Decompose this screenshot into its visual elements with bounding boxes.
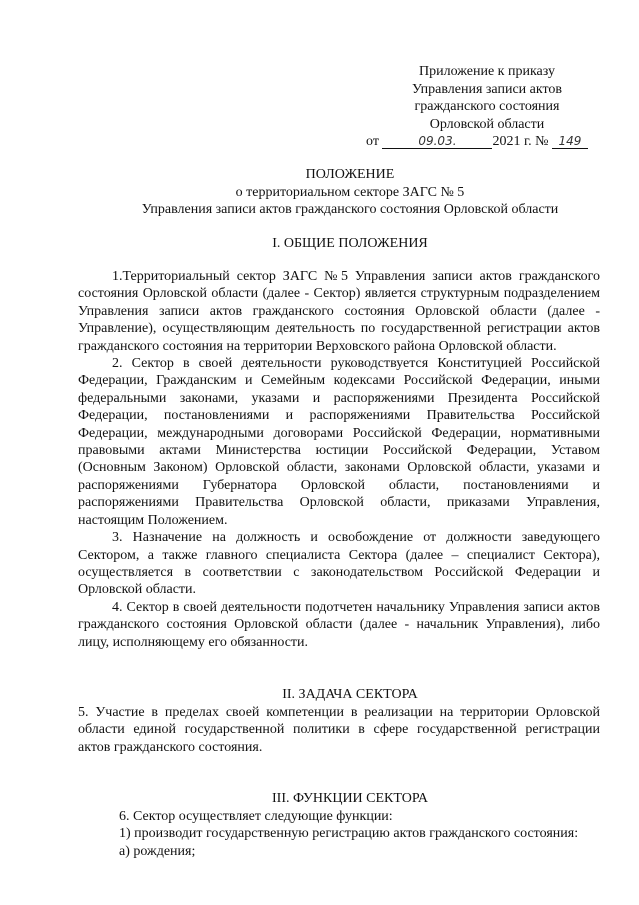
paragraph: 3. Назначение на должность и освобождение от должности заведующего Сектором, а также главного специалиста Сектора (далее – специалист Сектора), осуществляется в соответствии с законодательством Российской Федерации и Орловской области. xyxy=(78,530,600,598)
appendix-line: Орловской области xyxy=(429,116,545,132)
section-heading-general: I. ОБЩИЕ ПОЛОЖЕНИЯ xyxy=(272,236,428,251)
section-heading-task: II. ЗАДАЧА СЕКТОРА xyxy=(282,687,418,702)
handwritten-date: 09.03. xyxy=(382,134,492,149)
paragraph: а) рождения; xyxy=(119,843,196,859)
date-prefix: от xyxy=(366,134,379,149)
section-heading-functions: III. ФУНКЦИИ СЕКТОРА xyxy=(272,791,428,806)
title-line: о территориальном секторе ЗАГС № 5 xyxy=(235,184,465,200)
paragraph: 5. Участие в пределах своей компетенции в реализации на территории Орловской области единой государственной политики в сфере государственной регистрации актов гражданского состояния. xyxy=(78,705,600,755)
appendix-block xyxy=(366,63,602,151)
date-suffix: 2021 г. № xyxy=(492,134,549,149)
title-line: Управления записи актов гражданского состояния Орловской области xyxy=(141,202,559,217)
appendix-line: Управления записи актов xyxy=(411,81,563,97)
paragraph: 2. Сектор в своей деятельности руководствуется Конституцией Российской Федерации, Гражданским и Семейным кодексами Российской Федерации, иными федеральными законами, указами и распоряжениями Президента Российской Федерации, постановлениями и распоряжениями Правительства Российской Федерации, международными договорами Российской Федерации, нормативными правовыми актами Министерства юстиции Российской Федерации, Уставом (Основным Законом) Орловской области, законами Орловской области, указами и распоряжениями Губернатора Орловской области, постановлениями и распоряжениями Правительства Орловской области, приказами Управления, настоящим Положением. xyxy=(78,356,600,528)
paragraph: 1) производит государственную регистрацию актов гражданского состояния: xyxy=(119,826,579,842)
section-functions-body xyxy=(78,808,600,860)
paragraph: 1.Территориальный сектор ЗАГС №5 Управления записи актов гражданского состояния Орловской области (далее - Сектор) является структурным подразделением Управления записи актов гражданского состояния Орловской области (далее - Управление), осуществляющим деятельность по государственной регистрации актов гражданского состояния на территории Верховского района Орловской области. xyxy=(78,269,600,354)
appendix-line: гражданского состояния xyxy=(414,99,560,114)
section-general-body xyxy=(78,268,600,651)
title-line: ПОЛОЖЕНИЕ xyxy=(305,167,395,182)
order-date-line xyxy=(366,133,602,151)
paragraph: 4. Сектор в своей деятельности подотчетен начальнику Управления записи актов гражданского состояния Орловской области (далее - начальник Управления), либо лицу, исполняющему его обязанности. xyxy=(78,599,600,650)
appendix-line: Приложение к приказу xyxy=(419,64,555,79)
section-task-body xyxy=(78,704,600,756)
handwritten-order-number: 149 xyxy=(552,134,588,149)
document-title xyxy=(60,166,639,219)
paragraph: 6. Сектор осуществляет следующие функции: xyxy=(119,809,393,824)
